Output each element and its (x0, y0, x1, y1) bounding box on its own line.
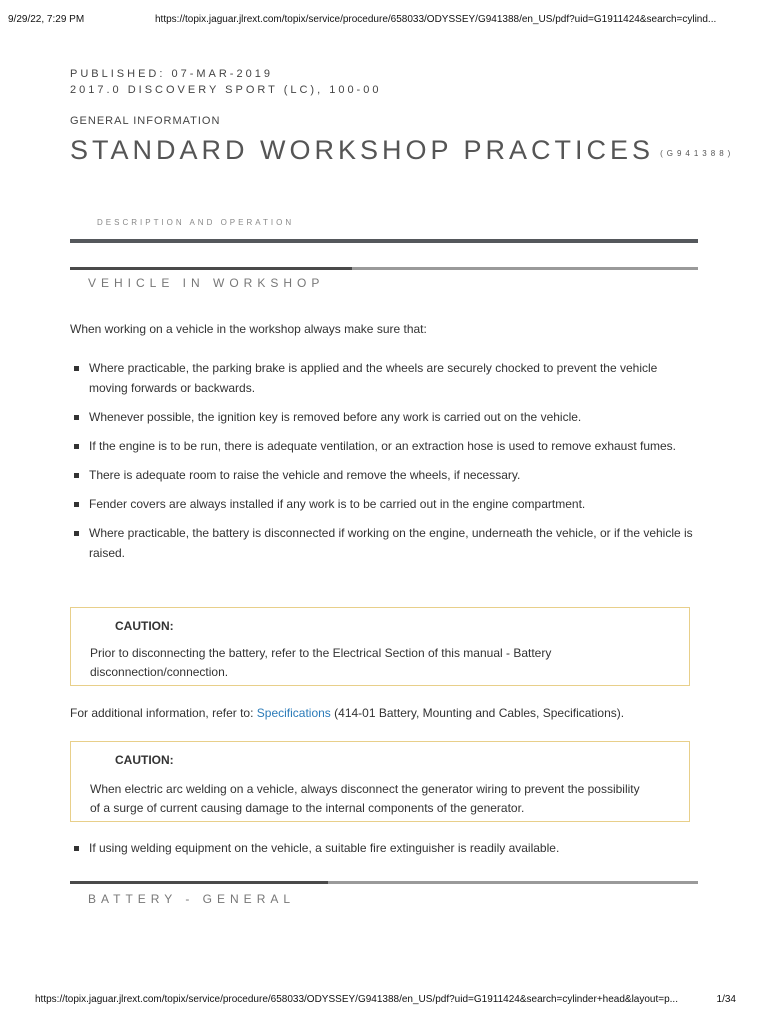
print-header-url: https://topix.jaguar.jlrext.com/topix/service/procedure/658033/ODYSSEY/G941388/en_US/pdf?uid=G1911424&search=cylind... (155, 14, 717, 25)
subsection-label: DESCRIPTION AND OPERATION (97, 218, 295, 227)
additional-info-paragraph: For additional information, refer to: Specifications (414-01 Battery, Mounting and Cables, Specifications). (70, 706, 625, 720)
list-item: Whenever possible, the ignition key is removed before any work is carried out on the vehicle. (70, 407, 698, 427)
section-divider-workshop (70, 267, 698, 270)
bullet-icon (74, 366, 79, 371)
caution-text: Prior to disconnecting the battery, refer to the Electrical Section of this manual - Battery disconnection/connection. (90, 646, 552, 679)
vehicle-info: 2017.0 DISCOVERY SPORT (LC), 100-00 (70, 84, 382, 96)
section-title-workshop: VEHICLE IN WORKSHOP (88, 276, 325, 290)
caution-label: CAUTION: (115, 753, 174, 767)
print-footer-url: https://topix.jaguar.jlrext.com/topix/service/procedure/658033/ODYSSEY/G941388/en_US/pdf?uid=G1911424&search=cylinder+head&layout=p... (35, 994, 678, 1005)
print-header (8, 14, 760, 30)
intro-paragraph: When working on a vehicle in the workshop always make sure that: (70, 322, 427, 336)
category-label: GENERAL INFORMATION (70, 115, 221, 127)
welding-list (70, 838, 698, 858)
bullet-icon (74, 444, 79, 449)
bullet-icon (74, 846, 79, 851)
caution-box-battery (70, 607, 690, 686)
list-item: There is adequate room to raise the vehicle and remove the wheels, if necessary. (70, 465, 698, 485)
header-divider (70, 239, 698, 243)
bullet-icon (74, 473, 79, 478)
page-title (70, 135, 734, 166)
caution-text: When electric arc welding on a vehicle, always disconnect the generator wiring to prevent the possibility of a surge of current causing damage to the internal components of the generator. (90, 782, 640, 815)
section-divider-battery (70, 881, 698, 884)
list-item: Where practicable, the battery is disconnected if working on the engine, underneath the vehicle, or if the vehicle is raised. (70, 523, 698, 563)
precautions-list (70, 358, 698, 563)
document-meta (70, 66, 381, 98)
print-footer (8, 994, 760, 1008)
bullet-icon (74, 502, 79, 507)
list-item: If the engine is to be run, there is adequate ventilation, or an extraction hose is used to remove exhaust fumes. (70, 436, 698, 456)
list-item: Where practicable, the parking brake is applied and the wheels are securely chocked to prevent the vehicle moving forwards or backwards. (70, 358, 698, 398)
specifications-link[interactable]: Specifications (256, 706, 331, 720)
caution-label: CAUTION: (115, 619, 174, 633)
bullet-icon (74, 531, 79, 536)
print-datetime: 9/29/22, 7:29 PM (8, 14, 85, 25)
procedure-code: (G941388) (660, 149, 735, 158)
list-item: Fender covers are always installed if any work is to be carried out in the engine compartment. (70, 494, 698, 514)
page-number: 1/34 (716, 994, 736, 1005)
section-title-battery: BATTERY - GENERAL (88, 892, 296, 906)
list-item: If using welding equipment on the vehicle, a suitable fire extinguisher is readily available. (70, 838, 698, 858)
published-date: PUBLISHED: 07-MAR-2019 (70, 68, 273, 80)
title-text: STANDARD WORKSHOP PRACTICES (70, 135, 655, 165)
bullet-icon (74, 415, 79, 420)
caution-box-welding (70, 741, 690, 822)
